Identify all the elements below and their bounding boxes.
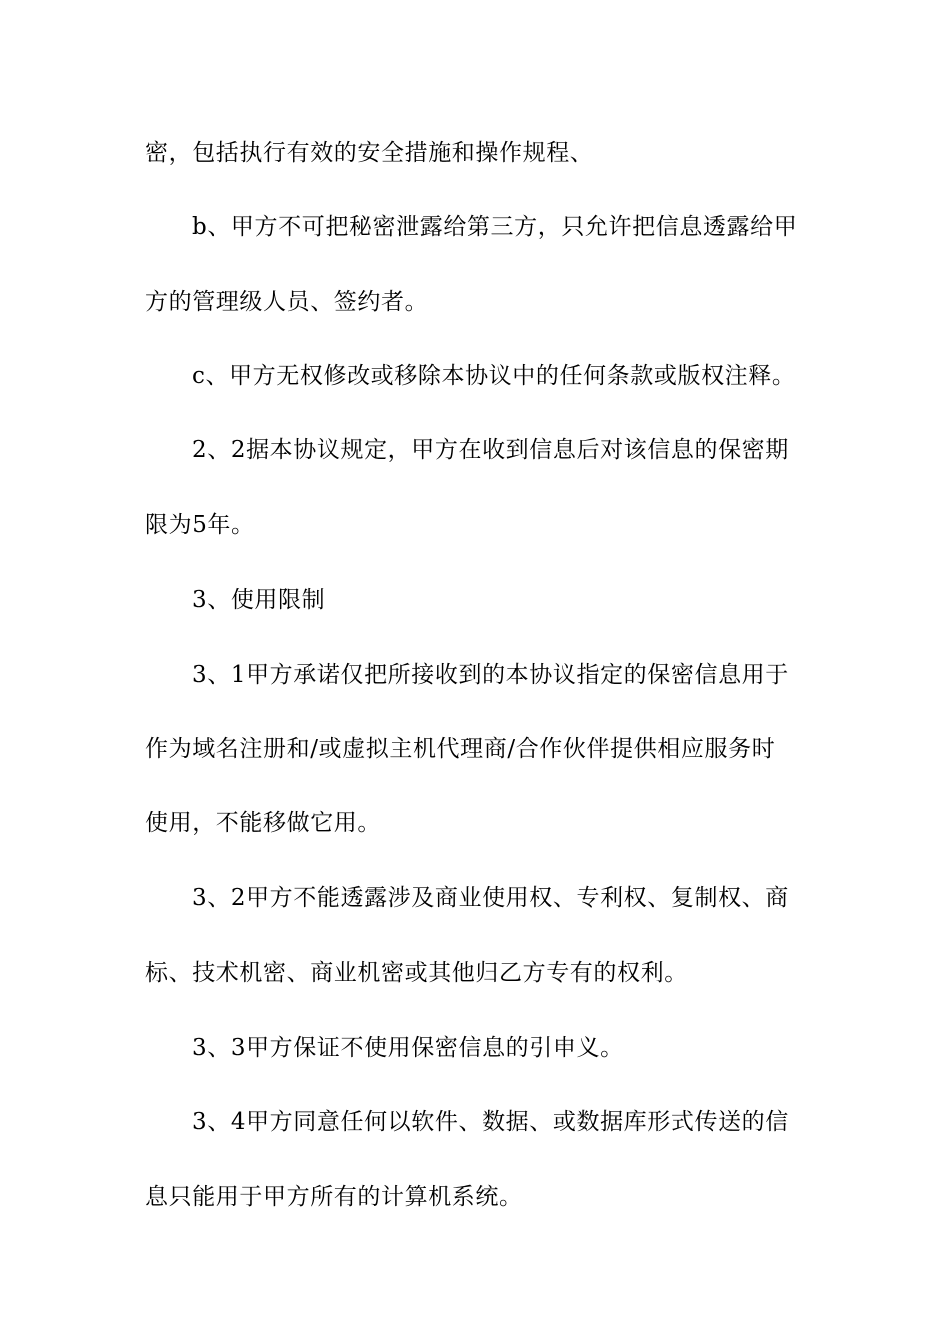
section-heading: 3、使用限制 [192, 587, 326, 613]
text-line: b、甲方不可把秘密泄露给第三方，只允许把信息透露给甲 [192, 214, 798, 240]
text-line: 3、4甲方同意任何以软件、数据、或数据库形式传送的信 [192, 1109, 789, 1135]
text-line: 3、1甲方承诺仅把所接收到的本协议指定的保密信息用于 [192, 662, 789, 688]
text-line: 作为域名注册和/或虚拟主机代理商/合作伙伴提供相应服务时 [145, 736, 776, 762]
text-line: 2、2据本协议规定，甲方在收到信息后对该信息的保密期 [192, 437, 789, 463]
text-line: 方的管理级人员、签约者。 [145, 289, 429, 315]
text-line: 密，包括执行有效的安全措施和操作规程、 [145, 140, 594, 166]
text-line: 限为5年。 [145, 512, 255, 538]
text-line: 3、2甲方不能透露涉及商业使用权、专利权、复制权、商 [192, 885, 789, 911]
text-line: 使用，不能移做它用。 [145, 810, 381, 836]
text-line: 3、3甲方保证不使用保密信息的引申义。 [192, 1035, 624, 1061]
text-line: c、甲方无权修改或移除本协议中的任何条款或版权注释。 [192, 363, 796, 389]
text-line: 标、技术机密、商业机密或其他归乙方专有的权利。 [145, 960, 688, 986]
text-line: 息只能用于甲方所有的计算机系统。 [145, 1184, 523, 1210]
